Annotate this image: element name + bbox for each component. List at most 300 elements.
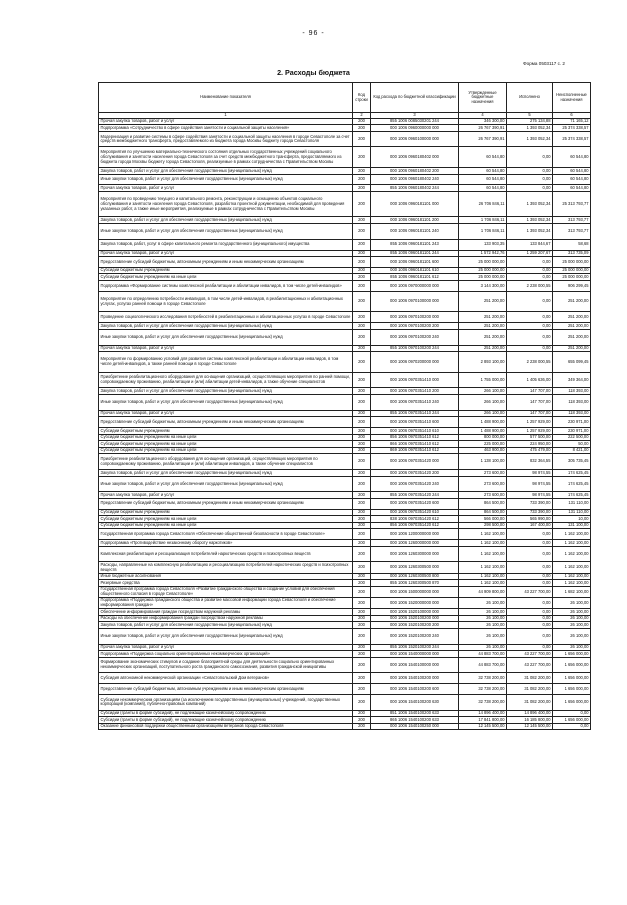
row-line-code: 200 bbox=[353, 562, 371, 573]
column-header-executed: Исполнено bbox=[507, 83, 553, 113]
row-line-code: 200 bbox=[353, 644, 371, 651]
row-line-code: 200 bbox=[353, 274, 371, 281]
column-number: 5 bbox=[507, 113, 553, 119]
table-row bbox=[99, 516, 591, 523]
row-line-code: 200 bbox=[353, 615, 371, 622]
row-name: Государственная программа города Севастополя «Обеспечение общественной безопасности в городе Севастополе» bbox=[99, 529, 353, 540]
row-line-code: 200 bbox=[353, 257, 371, 268]
row-name: Расходы на обеспечение информирования граждан посредством наружной рекламы bbox=[99, 615, 353, 622]
row-line-code: 200 bbox=[353, 516, 371, 523]
row-classification-code: 000 1006 1540100000 000 bbox=[371, 657, 459, 673]
row-executed-amount: 0,00 bbox=[507, 168, 553, 175]
row-unexecuted-amount: 118 393,00 bbox=[553, 410, 591, 417]
row-approved-amount: 266 100,00 bbox=[459, 388, 507, 395]
row-name: Подпрограмма «Формирование системы комплексной реабилитации и абилитации инвалидов, в том числе детей-инвалидов» bbox=[99, 281, 353, 292]
table-row bbox=[99, 529, 591, 540]
row-executed-amount: 12 145 500,00 bbox=[507, 723, 553, 730]
row-approved-amount: 1 162 100,00 bbox=[459, 540, 507, 547]
row-executed-amount: 2 238 000,55 bbox=[507, 352, 553, 373]
row-line-code: 200 bbox=[353, 147, 371, 168]
row-line-code: 200 bbox=[353, 250, 371, 257]
row-executed-amount: 2 238 000,55 bbox=[507, 281, 553, 292]
row-name: Субсидии некоммерческим организациям (за исключением государственных (муниципальных) учреждений, государственных корпораций (компаний), публично-правовых компаний) bbox=[99, 694, 353, 710]
table-row bbox=[99, 250, 591, 257]
row-executed-amount: 565 990,00 bbox=[507, 516, 553, 523]
row-approved-amount: 251 200,00 bbox=[459, 291, 507, 312]
section-title: 2. Расходы бюджета bbox=[277, 68, 350, 77]
row-executed-amount: 0,00 bbox=[507, 329, 553, 345]
table-row bbox=[99, 281, 591, 292]
row-unexecuted-amount: 10,00 bbox=[553, 516, 591, 523]
row-classification-code: 000 1006 0960100000 000 bbox=[371, 131, 459, 147]
row-line-code: 200 bbox=[353, 323, 371, 330]
row-name: Предоставление субсидий бюджетным, автономным учреждениям и иным некоммерческим организациям bbox=[99, 417, 353, 428]
row-line-code: 200 bbox=[353, 573, 371, 580]
row-name: Подпрограмма «Поддержка социально ориентированных некоммерческих организаций» bbox=[99, 651, 353, 658]
row-approved-amount: 26 100,00 bbox=[459, 628, 507, 644]
column-number: 2 bbox=[353, 113, 371, 119]
row-approved-amount: 32 738 200,00 bbox=[459, 694, 507, 710]
row-line-code: 200 bbox=[353, 717, 371, 724]
row-executed-amount: 0,00 bbox=[507, 628, 553, 644]
row-line-code: 200 bbox=[353, 540, 371, 547]
row-classification-code: 000 1006 0970100200 200 bbox=[371, 323, 459, 330]
row-classification-code: 000 1006 1260300500 000 bbox=[371, 562, 459, 573]
row-executed-amount: 0,00 bbox=[507, 597, 553, 608]
row-unexecuted-amount: 1 656 000,00 bbox=[553, 684, 591, 695]
row-line-code: 200 bbox=[353, 428, 371, 435]
row-unexecuted-amount: 26 100,00 bbox=[553, 609, 591, 616]
table-row bbox=[99, 609, 591, 616]
row-executed-amount: 0,00 bbox=[507, 546, 553, 562]
row-line-code: 200 bbox=[353, 131, 371, 147]
row-approved-amount: 2 893 100,00 bbox=[459, 352, 507, 373]
row-classification-code: 869 1006 0970351410 612 bbox=[371, 447, 459, 454]
row-line-code: 200 bbox=[353, 710, 371, 717]
table-row bbox=[99, 673, 591, 684]
table-row bbox=[99, 644, 591, 651]
row-line-code: 200 bbox=[353, 312, 371, 323]
row-unexecuted-amount: 1 162 100,00 bbox=[553, 540, 591, 547]
row-classification-code: 000 1006 0960181101 600 bbox=[371, 257, 459, 268]
row-executed-amount: 0,00 bbox=[507, 312, 553, 323]
row-name: Прочая закупка товаров, работ и услуг bbox=[99, 644, 353, 651]
row-classification-code: 000 1006 0970351410 000 bbox=[371, 372, 459, 388]
table-row bbox=[99, 352, 591, 373]
row-name: Мероприятия по проведению текущего и капитального ремонта, реконструкции и оснащению объектов социального обслуживания и занятости населения города Севастополя, разработка проектной документации, необходимой для проведения указанных работ, а также иные мероприятия, реализуемые в рамках сотрудничества с Правительством Москвы bbox=[99, 191, 353, 217]
row-approved-amount: 1 706 846,11 bbox=[459, 217, 507, 224]
row-classification-code: 000 1006 1540100200 600 bbox=[371, 684, 459, 695]
row-line-code: 200 bbox=[353, 694, 371, 710]
row-name: Закупка товаров, работ, услуг в сфере капитального ремонта государственного (муниципального) имущества bbox=[99, 239, 353, 250]
row-line-code: 200 bbox=[353, 185, 371, 192]
row-name: Расходы, направленные на комплексную реабилитацию и ресоциализацию потребителей наркотических средств и психотропных веществ bbox=[99, 562, 353, 573]
table-row bbox=[99, 470, 591, 477]
row-approved-amount: 266 100,00 bbox=[459, 394, 507, 410]
row-unexecuted-amount: 131 110,00 bbox=[553, 509, 591, 516]
row-classification-code: 000 1006 0970351420 610 bbox=[371, 509, 459, 516]
table-row bbox=[99, 597, 591, 608]
row-unexecuted-amount: 131 110,00 bbox=[553, 498, 591, 509]
row-classification-code: 000 1006 1260300500 800 bbox=[371, 573, 459, 580]
row-line-code: 200 bbox=[353, 597, 371, 608]
table-row bbox=[99, 291, 591, 312]
row-line-code: 200 bbox=[353, 394, 371, 410]
row-executed-amount: 0,00 bbox=[507, 615, 553, 622]
row-approved-amount: 26 100,00 bbox=[459, 597, 507, 608]
table-row bbox=[99, 217, 591, 224]
row-approved-amount: 26 100,00 bbox=[459, 609, 507, 616]
row-name: Обеспечение информирования граждан посредством наружной рекламы bbox=[99, 609, 353, 616]
row-executed-amount: 832 364,55 bbox=[507, 454, 553, 470]
row-unexecuted-amount: 26 100,00 bbox=[553, 622, 591, 629]
column-header-name: Наименование показателя bbox=[99, 83, 353, 113]
row-executed-amount: 577 500,00 bbox=[507, 434, 553, 441]
table-row bbox=[99, 428, 591, 435]
row-line-code: 200 bbox=[353, 329, 371, 345]
row-approved-amount: 26 706 846,11 bbox=[459, 191, 507, 217]
row-unexecuted-amount: 1 162 100,00 bbox=[553, 546, 591, 562]
row-approved-amount: 32 738 200,00 bbox=[459, 673, 507, 684]
row-name: Мероприятие по определению потребности инвалидов, в том числе детей-инвалидов, в реабилитационных и абилитационных услугах, услугах ранней помощи в городе Севастополе bbox=[99, 291, 353, 312]
table-row bbox=[99, 447, 591, 454]
row-name: Иные закупки товаров, работ и услуг для обеспечения государственных (муниципальных) нужд bbox=[99, 329, 353, 345]
row-name: Предоставление субсидий бюджетным, автономным учреждениям и иным некоммерческим организациям bbox=[99, 257, 353, 268]
row-executed-amount: 43 227 700,00 bbox=[507, 651, 553, 658]
table-row bbox=[99, 388, 591, 395]
row-approved-amount: 25 000 000,00 bbox=[459, 267, 507, 274]
row-classification-code: 855 1006 0970351420 244 bbox=[371, 492, 459, 499]
table-row bbox=[99, 410, 591, 417]
row-unexecuted-amount: 251 200,00 bbox=[553, 323, 591, 330]
table-row bbox=[99, 622, 591, 629]
row-name: Проведение социологического исследования потребностей в реабилитационных и абилитационных услугах в городе Севастополе bbox=[99, 312, 353, 323]
row-approved-amount: 463 900,00 bbox=[459, 447, 507, 454]
table-row bbox=[99, 257, 591, 268]
table-body bbox=[99, 118, 591, 730]
row-line-code: 200 bbox=[353, 509, 371, 516]
row-unexecuted-amount: 25 374 338,57 bbox=[553, 131, 591, 147]
row-name: Закупка товаров, работ и услуг для обеспечения государственных (муниципальных) нужд bbox=[99, 388, 353, 395]
row-line-code: 200 bbox=[353, 546, 371, 562]
row-line-code: 200 bbox=[353, 174, 371, 185]
row-executed-amount: 14 896 400,00 bbox=[507, 710, 553, 717]
table-row bbox=[99, 118, 591, 125]
table-row bbox=[99, 710, 591, 717]
table-row bbox=[99, 562, 591, 573]
row-classification-code: 000 1006 0960181101 610 bbox=[371, 267, 459, 274]
row-unexecuted-amount: 8 421,00 bbox=[553, 447, 591, 454]
row-approved-amount: 251 200,00 bbox=[459, 345, 507, 352]
row-approved-amount: 60 544,80 bbox=[459, 168, 507, 175]
column-header-approved: Утвержденные бюджетные назначения bbox=[459, 83, 507, 113]
row-classification-code: 000 1006 0970351420 600 bbox=[371, 498, 459, 509]
row-line-code: 200 bbox=[353, 388, 371, 395]
table-row bbox=[99, 185, 591, 192]
row-executed-amount: 0,00 bbox=[507, 573, 553, 580]
row-executed-amount: 1 393 052,34 bbox=[507, 191, 553, 217]
row-name: Субсидии бюджетным учреждениям на иные цели bbox=[99, 522, 353, 529]
column-header-line-code: Код строки bbox=[353, 83, 371, 113]
row-unexecuted-amount: 1 656 000,00 bbox=[553, 694, 591, 710]
row-unexecuted-amount: 1 162 100,00 bbox=[553, 562, 591, 573]
row-classification-code: 856 1006 0970351420 612 bbox=[371, 522, 459, 529]
table-row bbox=[99, 372, 591, 388]
row-classification-code: 000 1006 0970000000 000 bbox=[371, 281, 459, 292]
row-executed-amount: 1 393 052,34 bbox=[507, 125, 553, 132]
table-row bbox=[99, 147, 591, 168]
row-unexecuted-amount: 1 656 000,00 bbox=[553, 657, 591, 673]
row-executed-amount: 733 390,00 bbox=[507, 509, 553, 516]
row-classification-code: 855 1006 0960180402 244 bbox=[371, 185, 459, 192]
row-name: Подпрограмма «Поддержка гражданского общества и развитие массовой информации города Севастополя и обеспечение информирования граждан» bbox=[99, 597, 353, 608]
row-name: Прочая закупка товаров, работ и услуг bbox=[99, 410, 353, 417]
row-unexecuted-amount: 230 971,00 bbox=[553, 417, 591, 428]
row-name: Закупка товаров, работ и услуг для обеспечения государственных (муниципальных) нужд bbox=[99, 622, 353, 629]
row-classification-code: 000 1006 1520000000 000 bbox=[371, 597, 459, 608]
row-executed-amount: 133 844,67 bbox=[507, 239, 553, 250]
row-approved-amount: 44 909 800,00 bbox=[459, 586, 507, 597]
row-name: Субсидии бюджетным учреждениям на иные цели bbox=[99, 447, 353, 454]
row-line-code: 200 bbox=[353, 498, 371, 509]
table-row bbox=[99, 417, 591, 428]
row-executed-amount: 147 707,00 bbox=[507, 410, 553, 417]
row-executed-amount: 733 390,00 bbox=[507, 498, 553, 509]
row-name: Субсидии (гранты в форме субсидий), не подлежащие казначейскому сопровождению bbox=[99, 717, 353, 724]
row-approved-amount: 32 738 200,00 bbox=[459, 684, 507, 695]
row-unexecuted-amount: 1 162 100,00 bbox=[553, 573, 591, 580]
row-executed-amount: 0,00 bbox=[507, 174, 553, 185]
row-executed-amount: 0,00 bbox=[507, 609, 553, 616]
row-unexecuted-amount: 118 393,00 bbox=[553, 388, 591, 395]
row-line-code: 200 bbox=[353, 217, 371, 224]
expenses-table bbox=[98, 82, 591, 730]
row-approved-amount: 273 600,00 bbox=[459, 470, 507, 477]
row-approved-amount: 1 488 900,00 bbox=[459, 428, 507, 435]
row-unexecuted-amount: 1 162 100,00 bbox=[553, 529, 591, 540]
row-approved-amount: 273 600,00 bbox=[459, 492, 507, 499]
row-line-code: 200 bbox=[353, 609, 371, 616]
row-approved-amount: 298 500,00 bbox=[459, 522, 507, 529]
row-name: Иные закупки товаров, работ и услуг для обеспечения государственных (муниципальных) нужд bbox=[99, 394, 353, 410]
row-approved-amount: 133 903,35 bbox=[459, 239, 507, 250]
row-executed-amount: 0,00 bbox=[507, 644, 553, 651]
row-executed-amount: 0,00 bbox=[507, 562, 553, 573]
row-executed-amount: 0,00 bbox=[507, 323, 553, 330]
row-unexecuted-amount: 25 000 000,00 bbox=[553, 274, 591, 281]
row-classification-code: 855 1006 0970100200 244 bbox=[371, 345, 459, 352]
row-executed-amount: 43 227 700,00 bbox=[507, 586, 553, 597]
row-approved-amount: 12 145 500,00 bbox=[459, 723, 507, 730]
row-name: Предоставление субсидий бюджетным, автономным учреждениям и иным некоммерческим организациям bbox=[99, 684, 353, 695]
row-classification-code: 000 1006 0970351410 200 bbox=[371, 388, 459, 395]
table-row bbox=[99, 684, 591, 695]
row-name: Закупка товаров, работ и услуг для обеспечения государственных (муниципальных) нужд bbox=[99, 168, 353, 175]
row-unexecuted-amount: 25 000 000,00 bbox=[553, 257, 591, 268]
row-name: Приобретение реабилитационного оборудования для оснащения организаций, осуществляющих мероприятия по ранней помощи, сопровождаемому проживанию, реабилитации и (или) абилитации детей-инвалидов, а также обучение специалистов bbox=[99, 372, 353, 388]
table-row bbox=[99, 323, 591, 330]
row-approved-amount: 225 000,00 bbox=[459, 441, 507, 448]
row-unexecuted-amount: 313 793,77 bbox=[553, 224, 591, 240]
row-approved-amount: 251 200,00 bbox=[459, 323, 507, 330]
row-executed-amount: 1 257 929,00 bbox=[507, 428, 553, 435]
table-row bbox=[99, 274, 591, 281]
row-approved-amount: 26 100,00 bbox=[459, 644, 507, 651]
row-line-code: 200 bbox=[353, 417, 371, 428]
row-executed-amount: 1 393 052,34 bbox=[507, 224, 553, 240]
row-name: Оказание финансовой поддержки общественным организациям ветеранов города Севастополя bbox=[99, 723, 353, 730]
row-name: Иные закупки товаров, работ и услуг для обеспечения государственных (муниципальных) нужд bbox=[99, 224, 353, 240]
row-unexecuted-amount: 1 656 000,00 bbox=[553, 717, 591, 724]
row-approved-amount: 273 600,00 bbox=[459, 476, 507, 492]
table-row bbox=[99, 168, 591, 175]
row-approved-amount: 14 896 400,00 bbox=[459, 710, 507, 717]
row-classification-code: 000 1006 0970351410 600 bbox=[371, 417, 459, 428]
row-line-code: 200 bbox=[353, 628, 371, 644]
row-executed-amount: 98 974,55 bbox=[507, 470, 553, 477]
row-classification-code: 000 1006 0970100200 000 bbox=[371, 312, 459, 323]
row-unexecuted-amount: 251 200,00 bbox=[553, 291, 591, 312]
table-row bbox=[99, 522, 591, 529]
row-classification-code: 000 1006 1200000000 000 bbox=[371, 529, 459, 540]
row-name: Прочая закупка товаров, работ и услуг bbox=[99, 118, 353, 125]
row-line-code: 200 bbox=[353, 673, 371, 684]
row-approved-amount: 60 544,80 bbox=[459, 185, 507, 192]
row-unexecuted-amount: 118 393,00 bbox=[553, 394, 591, 410]
row-name: Закупка товаров, работ и услуг для обеспечения государственных (муниципальных) нужд bbox=[99, 323, 353, 330]
row-executed-amount: 98 974,55 bbox=[507, 476, 553, 492]
row-line-code: 200 bbox=[353, 434, 371, 441]
row-name: Комплексная реабилитация и ресоциализация потребителей наркотических средств и психотропных веществ bbox=[99, 546, 353, 562]
row-classification-code: 000 1006 0970351420 000 bbox=[371, 454, 459, 470]
table-row bbox=[99, 329, 591, 345]
row-approved-amount: 346 300,00 bbox=[459, 118, 507, 125]
row-line-code: 200 bbox=[353, 586, 371, 597]
table-row bbox=[99, 174, 591, 185]
row-unexecuted-amount: 906 299,45 bbox=[553, 281, 591, 292]
row-approved-amount: 1 572 942,76 bbox=[459, 250, 507, 257]
row-executed-amount: 0,00 bbox=[507, 257, 553, 268]
row-executed-amount: 0,00 bbox=[507, 540, 553, 547]
row-unexecuted-amount: 50,00 bbox=[553, 441, 591, 448]
form-code: Форма 0503117 с. 2 bbox=[523, 61, 565, 66]
row-executed-amount: 16 185 800,00 bbox=[507, 717, 553, 724]
row-executed-amount: 147 707,00 bbox=[507, 394, 553, 410]
row-approved-amount: 60 544,80 bbox=[459, 174, 507, 185]
row-executed-amount: 43 227 700,00 bbox=[507, 657, 553, 673]
table-row bbox=[99, 434, 591, 441]
row-line-code: 200 bbox=[353, 651, 371, 658]
column-header-classification-code: Код расхода по бюджетной классификации bbox=[371, 83, 459, 113]
row-approved-amount: 864 500,00 bbox=[459, 509, 507, 516]
table-row bbox=[99, 586, 591, 597]
row-executed-amount: 147 707,00 bbox=[507, 388, 553, 395]
row-name: Прочая закупка товаров, работ и услуг bbox=[99, 185, 353, 192]
row-executed-amount: 1 393 052,34 bbox=[507, 217, 553, 224]
table-row bbox=[99, 540, 591, 547]
column-number: 6 bbox=[553, 113, 591, 119]
row-classification-code: 865 1006 1540100200 633 bbox=[371, 717, 459, 724]
row-classification-code: 000 1006 0960180402 240 bbox=[371, 174, 459, 185]
row-approved-amount: 1 162 100,00 bbox=[459, 562, 507, 573]
table-row bbox=[99, 723, 591, 730]
page-number: - 96 - bbox=[302, 30, 325, 37]
table-row bbox=[99, 694, 591, 710]
row-unexecuted-amount: 251 200,00 bbox=[553, 329, 591, 345]
column-number: 3 bbox=[371, 113, 459, 119]
row-line-code: 200 bbox=[353, 454, 371, 470]
row-executed-amount: 1 405 636,00 bbox=[507, 372, 553, 388]
row-name: Иные закупки товаров, работ и услуг для обеспечения государственных (муниципальных) нужд bbox=[99, 174, 353, 185]
row-classification-code: 000 1006 0970351410 610 bbox=[371, 428, 459, 435]
row-classification-code: 000 1006 1540100250 000 bbox=[371, 723, 459, 730]
row-classification-code: 000 1006 1520100200 200 bbox=[371, 622, 459, 629]
row-unexecuted-amount: 26 100,00 bbox=[553, 597, 591, 608]
row-executed-amount: 31 082 200,00 bbox=[507, 684, 553, 695]
row-line-code: 200 bbox=[353, 684, 371, 695]
row-name: Приобретение реабилитационного оборудования для оснащения организаций, осуществляющих мероприятия по сопровождаемому проживанию, реабилитации и (или) абилитации инвалидов, а также обучение специалистов bbox=[99, 454, 353, 470]
row-unexecuted-amount: 25 313 793,77 bbox=[553, 191, 591, 217]
row-classification-code: 000 1006 0960180402 000 bbox=[371, 147, 459, 168]
row-executed-amount: 0,00 bbox=[507, 622, 553, 629]
row-classification-code: 000 1006 0960181101 240 bbox=[371, 224, 459, 240]
row-name: Государственная программа города Севастополя «Развитие гражданского общества и создание условий для обеспечения общественного согласия в городе Севастополе» bbox=[99, 586, 353, 597]
row-approved-amount: 266 100,00 bbox=[459, 410, 507, 417]
row-approved-amount: 1 488 900,00 bbox=[459, 417, 507, 428]
row-classification-code: 000 1006 1520100200 000 bbox=[371, 615, 459, 622]
row-line-code: 200 bbox=[353, 441, 371, 448]
table-row bbox=[99, 580, 591, 587]
row-approved-amount: 566 000,00 bbox=[459, 516, 507, 523]
row-executed-amount: 1 393 052,34 bbox=[507, 131, 553, 147]
column-number: 4 bbox=[459, 113, 507, 119]
row-name: Субсидии (гранты в форме субсидий), не подлежащие казначейскому сопровождению bbox=[99, 710, 353, 717]
row-executed-amount: 1 259 207,67 bbox=[507, 250, 553, 257]
table-row bbox=[99, 657, 591, 673]
row-unexecuted-amount: 60 544,80 bbox=[553, 168, 591, 175]
row-unexecuted-amount: 26 100,00 bbox=[553, 615, 591, 622]
row-name: Прочая закупка товаров, работ и услуг bbox=[99, 492, 353, 499]
row-name: Закупка товаров, работ и услуг для обеспечения государственных (муниципальных) нужд bbox=[99, 470, 353, 477]
row-classification-code: 851 1006 1540100200 633 bbox=[371, 710, 459, 717]
column-header-unexecuted: Неисполненные назначения bbox=[553, 83, 591, 113]
row-approved-amount: 1 138 100,00 bbox=[459, 454, 507, 470]
row-approved-amount: 1 162 100,00 bbox=[459, 546, 507, 562]
table-row bbox=[99, 492, 591, 499]
row-classification-code: 000 1006 1260300000 000 bbox=[371, 546, 459, 562]
row-line-code: 200 bbox=[353, 657, 371, 673]
row-approved-amount: 1 162 100,00 bbox=[459, 529, 507, 540]
table-row bbox=[99, 345, 591, 352]
row-name: Иные закупки товаров, работ и услуг для обеспечения государственных (муниципальных) нужд bbox=[99, 476, 353, 492]
row-approved-amount: 251 200,00 bbox=[459, 329, 507, 345]
row-approved-amount: 1 162 100,00 bbox=[459, 580, 507, 587]
row-executed-amount: 0,00 bbox=[507, 291, 553, 312]
row-classification-code: 856 1006 0970351410 612 bbox=[371, 434, 459, 441]
table-row bbox=[99, 476, 591, 492]
table-row bbox=[99, 546, 591, 562]
row-classification-code: 000 1006 1520100200 240 bbox=[371, 628, 459, 644]
row-line-code: 200 bbox=[353, 372, 371, 388]
row-executed-amount: 0,00 bbox=[507, 274, 553, 281]
row-name: Подпрограмма «Противодействие незаконному обороту наркотиков» bbox=[99, 540, 353, 547]
row-name: Субсидия автономной некоммерческой организации «Севастопольский Дом ветеранов» bbox=[99, 673, 353, 684]
row-line-code: 200 bbox=[353, 125, 371, 132]
row-name: Мероприятия по улучшению материально-технического состояния отдельных государственных учреждений социального обслуживания и занятости населения города Севастополя за счет средств межбюджетного трансферта, предоставляемого из бюджета города Москвы бюджету города Севастополя, реализуемые в рамках сотрудничества с Правительством Москвы bbox=[99, 147, 353, 168]
row-approved-amount: 3 144 300,00 bbox=[459, 281, 507, 292]
row-classification-code: 000 1006 0960000000 000 bbox=[371, 125, 459, 132]
row-name: Прочая закупка товаров, работ и услуг bbox=[99, 345, 353, 352]
